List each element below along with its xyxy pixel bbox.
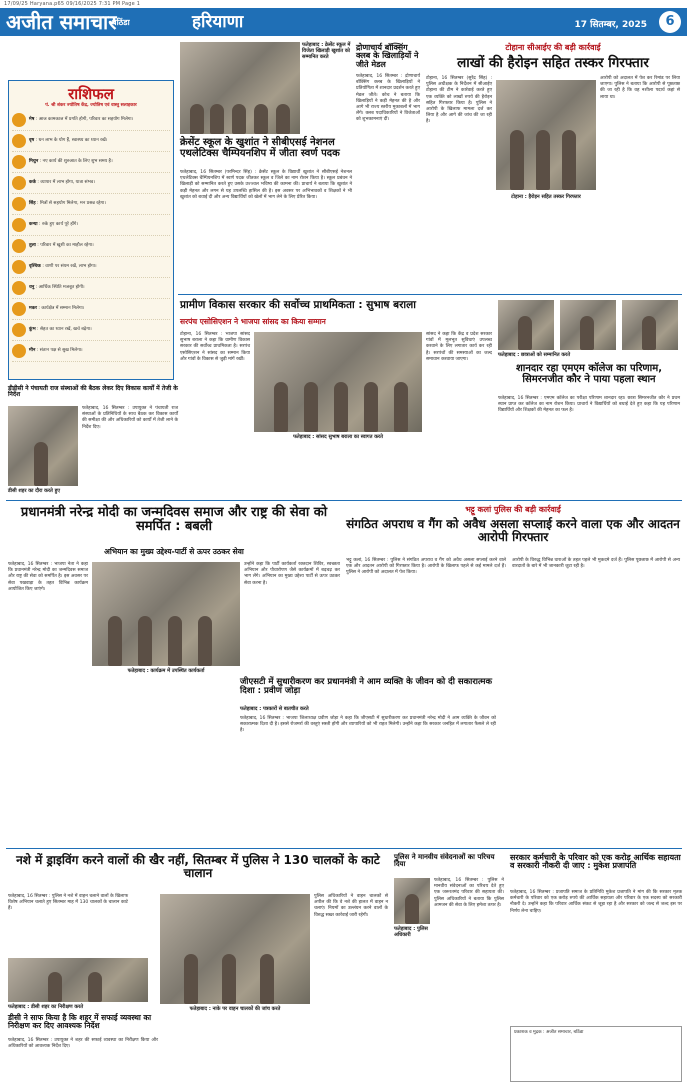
story-headline: संगठित अपराध व गैंग को अवैध असला सप्लाई करने वाला एक और आदतन आरोपी गिरफ्तार — [346, 517, 680, 544]
story-headline: सरकार कर्मचारी के परिवार को एक करोड़ आर्थिक सहायता व सरकारी नौकरी दी जाए : मुकेश प्रजापति — [510, 853, 681, 871]
story-body: फतेहाबाद, 16 सितम्बर : उपायुक्त ने शहर की सफाई व्यवस्था का निरीक्षण किया और अधिकारियों को आवश्यक निर्देश दिए। — [8, 1038, 158, 1050]
zodiac-icon — [12, 134, 26, 148]
story-photo — [180, 42, 300, 134]
zodiac-icon — [12, 281, 26, 295]
story-subhead: अभियान का मुख्य उद्देश्य-पार्टी से ऊपर उठकर सेवा — [104, 547, 244, 556]
photo-caption: डीसी शहर का दौरा करते हुए — [8, 488, 61, 494]
rashifal-list — [12, 110, 170, 362]
rashi-name: मिथुन — [29, 159, 39, 165]
rashi-name: मीन — [29, 348, 36, 354]
story-kicker: भट्टू कलां पुलिस की बड़ी कार्रवाई — [465, 505, 561, 514]
photo-caption: टोहाना : हैरोइन सहित तस्कर गिरफ्तार — [511, 194, 581, 200]
story-body: फतेहाबाद, 16 सितम्बर : पुलिस ने मानवीय संवेदनाओं का परिचय देते हुए एक जरूरतमंद परिवार की सहायता की। पुलिस अधिकारियों ने बताया कि पुलिस आमजन की सेवा के लिए हमेशा तत्पर है। — [434, 878, 504, 908]
story-photo — [8, 406, 78, 486]
story-body: पुलिस अधिकारियों ने वाहन चालकों से अपील की कि वे नशे की हालत में वाहन न चलाएं। नियमों का उल्लंघन करने वालों के विरुद्ध सख्त कार्रवाई जारी रहेगी। — [314, 894, 388, 918]
story-body: सांसद ने कहा कि केंद्र व प्रदेश सरकार गांवों में मूलभूत सुविधाएं उपलब्ध करवाने के लिए लगातार कार्य कर रही है। सरपंचों की समस्याओं का जल्द समाधान करवाया जाएगा। — [426, 332, 492, 362]
story-body: भट्टू कलां, 16 सितम्बर : पुलिस ने संगठित अपराध व गैंग को अवैध असला सप्लाई करने वाले एक और आदतन आरोपी को गिरफ्तार किया है। आरोपी के खिलाफ पहले से कई मामले दर्ज हैं। पुलिस ने आरोपी को अदालत में पेश किया। — [346, 558, 506, 576]
rashi-text: मित्रों से सहयोग मिलेगा, मन प्रसन्न रहेगा। — [40, 201, 106, 207]
zodiac-icon — [12, 239, 26, 253]
story-body: आरोपी के विरुद्ध विभिन्न धाराओं के तहत पहले भी मुकदमे दर्ज हैं। पुलिस पूछताछ में आरोपी से अन्य वारदातों के बारे में भी जानकारी जुटा रही है। — [512, 558, 680, 570]
edition-city: बठिंडा — [112, 18, 130, 27]
zodiac-icon — [12, 260, 26, 274]
zodiac-icon — [12, 218, 26, 232]
rashi-row: सिंह : मित्रों से सहयोग मिलेगा, मन प्रसन्न रहेगा। — [12, 194, 170, 215]
rashi-row: मिथुन : नए कार्य की शुरुआत के लिए शुभ समय है। — [12, 152, 170, 173]
photo-caption: फतेहाबाद : पत्रकारों से बातचीत करते — [240, 706, 309, 712]
rashi-name: कन्या — [29, 222, 38, 228]
story-photo — [8, 958, 148, 1002]
rashi-text: आर्थिक स्थिति मजबूत होगी। — [38, 285, 85, 291]
footer-imprint: प्रकाशक व मुद्रक : अजीत समाचार, बठिंडा — [510, 1026, 682, 1082]
photo-caption: फतेहाबाद : क्रेसेंट स्कूल में विजेता खिलाड़ी खुशांत को सम्मानित करते — [302, 42, 351, 60]
story-body: फतेहाबाद, 16 सितम्बर : एमएम कॉलेज का परीक्षा परिणाम शानदार रहा। छात्रा सिमरनजीत कौर ने प्रथम स्थान प्राप्त कर कॉलेज का नाम रोशन किया। प्राचार्य ने विद्यार्थियों को बधाई देते हुए कहा कि यह परिणाम विद्यार्थियों और शिक्षकों की मेहनत का फल है। — [498, 396, 680, 414]
student-photo — [498, 300, 554, 350]
rashi-name: वृश्चिक — [29, 264, 41, 270]
story-headline: प्रधानमंत्री नरेन्द्र मोदी का जन्मदिवस समाज और राष्ट्र की सेवा को समर्पित : बबली — [20, 505, 328, 534]
rashi-text: धन लाभ के योग हैं, स्वास्थ्य का ध्यान रखें। — [38, 138, 108, 144]
story-headline: लाखों की हैरोइन सहित तस्कर गिरफ्तार — [457, 55, 649, 71]
rashi-name: मकर — [29, 306, 37, 312]
rashi-row: कर्क : व्यापार में लाभ होगा, यात्रा संभव। — [12, 173, 170, 194]
story-headline: शानदार रहा एमएम कॉलेज का परिणाम, सिमरनजीत कौर ने पाया पहला स्थान — [515, 363, 663, 385]
story-headline: जीएसटी में सुधारीकरण कर प्रधानमंत्री ने आम व्यक्ति के जीवन को दी सकारात्मक दिशा : प्रवीण जोड़ा — [240, 677, 493, 696]
rashi-text: वाणी पर संयम रखें, लाभ होगा। — [45, 264, 97, 270]
story-body: फतेहाबाद, 16 सितम्बर : द्रोणाचार्य बॉक्सिंग क्लब के खिलाड़ियों ने प्रतियोगिता में शानदार प्रदर्शन करते हुए मेडल जीते। कोच ने बताया कि खिलाड़ियों ने कड़ी मेहनत की है और आगे भी राज्य स्तरीय मुकाबलों में भाग लेंगे। क्लब पदाधिकारियों ने विजेताओं को शुभकामनाएं दीं। — [356, 74, 421, 123]
photo-caption: फतेहाबाद : पुलिस अधिकारी — [394, 926, 428, 938]
rashifal-title: राशिफल — [68, 85, 114, 103]
rashi-row: कन्या : रुके हुए कार्य पूरे होंगे। — [12, 215, 170, 236]
rashi-text: कार्यक्षेत्र में सम्मान मिलेगा। — [41, 306, 85, 312]
zodiac-icon — [12, 302, 26, 316]
rashi-text: परिवार में खुशी का माहौल रहेगा। — [40, 243, 94, 249]
zodiac-icon — [12, 155, 26, 169]
story-body: फतेहाबाद, 16 सितम्बर : पुलिस ने नशे में वाहन चलाने वालों के खिलाफ विशेष अभियान चलाते हुए सितम्बर माह में 130 चालकों के चालान काटे हैं। — [8, 894, 128, 912]
student-photo — [560, 300, 616, 350]
photo-caption: फतेहाबाद : छात्राओं को सम्मानित करते — [498, 352, 571, 358]
story-headline: क्रेसेंट स्कूल के खुशांत ने सीबीएसई नेशनल एथलेटिक्स चैम्पियनशिप में जीता स्वर्ण पदक — [180, 137, 340, 159]
story-photo — [160, 894, 310, 1004]
story-photo — [394, 878, 430, 924]
story-body: टोहाना, 16 सितम्बर (सुरेंद्र सिंह) : पुलिस अधीक्षक के निर्देशन में सीआईए टोहाना की टीम ने कार्रवाई करते हुए एक व्यक्ति को लाखों रुपये की हैरोइन सहित गिरफ्तार किया है। पुलिस ने आरोपी के खिलाफ मामला दर्ज कर लिया है और आगे की जांच की जा रही है। — [426, 76, 492, 125]
print-slug: 17/09/25 Haryana.p65 09/16/2025 7:31 PM Page 1 — [4, 1, 141, 7]
photo-caption: फतेहाबाद : सांसद सुभाष बराला का स्वागत करते — [293, 434, 383, 440]
story-headline: पुलिस ने मानवीय संवेदनाओं का परिचय दिया — [394, 853, 495, 869]
story-kicker: टोहाना सीआईए की बड़ी कार्रवाई — [505, 43, 601, 52]
story-body: फतेहाबाद, 16 सितम्बर : प्रजापति समाज के प्रतिनिधि मुकेश प्रजापति ने मांग की कि सरकार मृतक कर्मचारी के परिवार को एक करोड़ रुपये की आर्थिक सहायता और परिवार के एक सदस्य को सरकारी नौकरी दे। उन्होंने कहा कि परिवार आर्थिक संकट से जूझ रहा है और सरकार को जल्द से जल्द इस पर निर्णय लेना चाहिए। — [510, 890, 682, 914]
rashi-name: तुला — [29, 243, 36, 249]
rashi-text: आज कामकाज में प्रगति होगी, परिवार का सहयोग मिलेगा। — [38, 117, 134, 123]
story-body: टोहाना, 16 सितम्बर : भाजपा सांसद सुभाष बराला ने कहा कि ग्रामीण विकास सरकार की सर्वोच्च प्राथमिकता है। सरपंच एसोसिएशन ने सांसद का सम्मान किया और गांवों के विकास से जुड़ी मांगें रखीं। — [180, 332, 250, 362]
rashi-name: कर्क — [29, 180, 36, 186]
story-headline: प्रामीण विकास सरकार की सर्वोच्च प्राथमिकता : सुभाष बराला — [180, 299, 416, 311]
masthead — [0, 8, 687, 36]
rashi-text: नए कार्य की शुरुआत के लिए शुभ समय है। — [42, 159, 113, 165]
story-photo — [92, 562, 240, 666]
rashi-text: रुके हुए कार्य पूरे होंगे। — [41, 222, 79, 228]
rashi-name: कुंभ — [29, 327, 36, 333]
story-headline: द्रोणाचार्य बॉक्सिंग क्लब के खिलाड़ियों ने जीते मेडल — [356, 43, 419, 69]
zodiac-icon — [12, 197, 26, 211]
rashi-name: सिंह — [29, 201, 36, 207]
story-headline: नशे में ड्राइविंग करने वालों की खैर नहीं, सितम्बर में पुलिस ने 130 चालकों के काटे चालान — [16, 853, 380, 880]
story-body: उन्होंने कहा कि पार्टी कार्यकर्ता रक्तदान शिविर, स्वच्छता अभियान और पौधारोपण जैसे कार्यक्रमों में बढ़चढ़ कर भाग लेंगे। अभियान का मुख्य उद्देश्य पार्टी से ऊपर उठकर सेवा करना है। — [244, 562, 340, 586]
story-headline: डीडीसी ने पंचायती राज संस्थाओं की बैठक लेकर दिए विकास कार्यों में तेजी के निर्देश — [8, 385, 178, 399]
rashifal-subtitle: पं. श्री शंकर ज्योतिष केंद्र, ज्योतिष एवं वास्तु सलाहकार — [45, 103, 137, 108]
story-headline: डीसी ने साफ किया है कि शहर में सफाई व्यवस्था का निरीक्षण कर दिए आवश्यक निर्देश — [8, 1013, 152, 1030]
rashi-row: मकर : कार्यक्षेत्र में सम्मान मिलेगा। — [12, 299, 170, 320]
rashi-row: मीन : संतान पक्ष से सुख मिलेगा। — [12, 341, 170, 362]
student-photo — [622, 300, 678, 350]
story-photo — [496, 80, 596, 190]
rashi-text: संतान पक्ष से सुख मिलेगा। — [39, 348, 83, 354]
zodiac-icon — [12, 344, 26, 358]
story-body: फतेहाबाद, 16 सितम्बर : उपायुक्त ने पंचायती राज संस्थाओं के प्रतिनिधियों के साथ बैठक कर विकास कार्यों की समीक्षा की और अधिकारियों को कार्यों में तेजी लाने के निर्देश दिए। — [82, 406, 178, 430]
photo-caption: फतेहाबाद : नाके पर वाहन चालकों की जांच करते — [189, 1006, 281, 1012]
section-title: हरियाणा — [192, 12, 244, 32]
story-body: फतेहाबाद, 16 सितम्बर : भाजपा नेता ने कहा कि प्रधानमंत्री नरेन्द्र मोदी का जन्मदिवस समाज और राष्ट्र की सेवा को समर्पित है। इस अवसर पर सेवा पखवाड़ा के तहत विभिन्न कार्यक्रम आयोजित किए जाएंगे। — [8, 562, 88, 592]
rashi-row: वृष : धन लाभ के योग हैं, स्वास्थ्य का ध्यान रखें। — [12, 131, 170, 152]
rashi-text: सेहत का ध्यान रखें, खर्च बढ़ेगा। — [40, 327, 92, 333]
story-subhead: सरपंच एसोसिएशन ने भाजपा सांसद का किया सम्मान — [180, 317, 326, 326]
zodiac-icon — [12, 323, 26, 337]
photo-caption: फतेहाबाद : कार्यक्रम में उपस्थित कार्यकर्ता — [127, 668, 205, 674]
rashi-name: वृष — [29, 138, 35, 144]
story-photo — [254, 332, 422, 432]
zodiac-icon — [12, 176, 26, 190]
zodiac-icon — [12, 113, 26, 127]
story-body: आरोपी को अदालत में पेश कर रिमांड पर लिया जाएगा। पुलिस ने बताया कि आरोपी से पूछताछ की जा रही है कि वह नशीला पदार्थ कहां से लाया था। — [600, 76, 680, 100]
rashi-row: तुला : परिवार में खुशी का माहौल रहेगा। — [12, 236, 170, 257]
rashi-text: व्यापार में लाभ होगा, यात्रा संभव। — [40, 180, 95, 186]
story-body: फतेहाबाद, 16 सितम्बर : भाजपा जिलाध्यक्ष प्रवीण जोड़ा ने कहा कि जीएसटी में सुधारीकरण कर प्रधानमंत्री नरेन्द्र मोदी ने आम व्यक्ति के जीवन को सकारात्मक दिशा दी है। इससे रोजमर्रा की वस्तुएं सस्ती होंगी और व्यापारियों को भी राहत मिलेगी। उन्होंने कहा कि सरकार जनहित में लगातार फैसले ले रही है। — [240, 716, 496, 734]
rashi-row: धनु : आर्थिक स्थिति मजबूत होगी। — [12, 278, 170, 299]
rashi-row: वृश्चिक : वाणी पर संयम रखें, लाभ होगा। — [12, 257, 170, 278]
photo-caption: फतेहाबाद : डीसी शहर का निरीक्षण करते — [8, 1004, 84, 1010]
rashi-row: कुंभ : सेहत का ध्यान रखें, खर्च बढ़ेगा। — [12, 320, 170, 341]
story-body: फतेहाबाद, 16 सितम्बर (परमिन्दर सिंह) : क्रेसेंट स्कूल के विद्यार्थी खुशांत ने सीबीएसई नेशनल एथलेटिक्स चैम्पियनशिप में स्वर्ण पदक जीतकर स्कूल व जिले का नाम रोशन किया है। स्कूल प्रबंधन ने खिलाड़ी को सम्मानित करते हुए उसके उज्ज्वल भविष्य की कामना की। प्राचार्य ने बताया कि खुशांत ने कड़ी मेहनत और लगन से यह उपलब्धि हासिल की है। इस अवसर पर अभिभावकों व शिक्षकों ने भी खुशांत को बधाई दी और अन्य विद्यार्थियों को खेलों में भाग लेने के लिए प्रेरित किया। — [180, 170, 352, 200]
rashi-name: धनु — [29, 285, 35, 291]
rashi-row: मेष : आज कामकाज में प्रगति होगी, परिवार का सहयोग मिलेगा। — [12, 110, 170, 131]
page-number: 6 — [659, 11, 681, 33]
rashi-name: मेष — [29, 117, 35, 123]
issue-date: 17 सितम्बर, 2025 — [574, 20, 647, 30]
newspaper-logo: अजीत समाचार — [6, 10, 117, 34]
